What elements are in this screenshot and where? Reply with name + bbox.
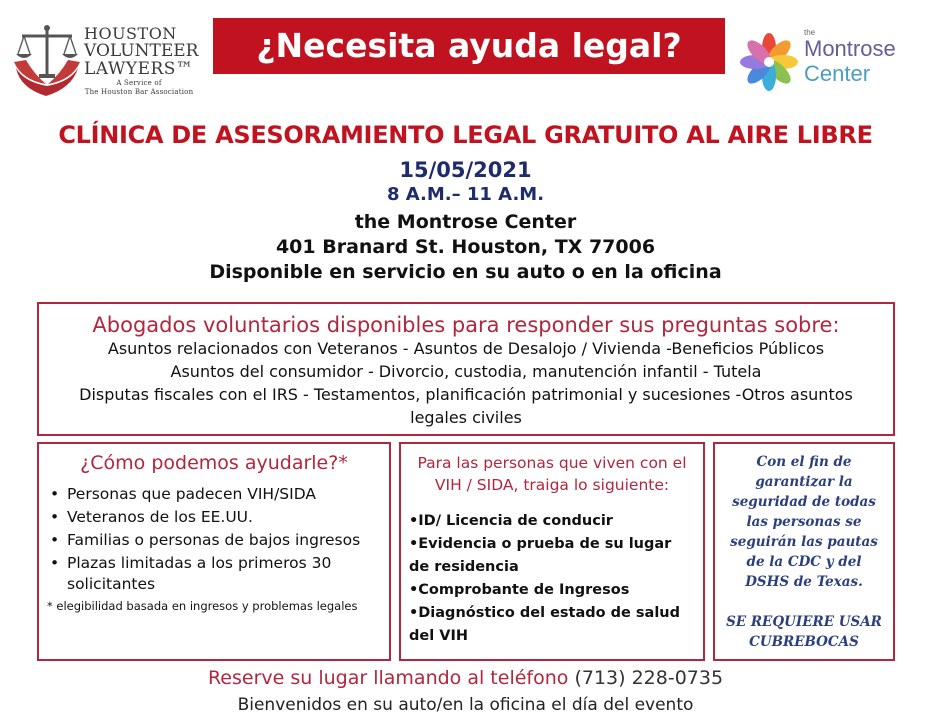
- topics-line: Asuntos del consumidor - Divorcio, custodia, manutención infantil - Tutela: [170, 362, 762, 381]
- venue-availability: Disponible en servicio en su auto o en la oficina: [209, 261, 722, 283]
- topics-heading: Abogados voluntarios disponibles para responder sus preguntas sobre:: [92, 313, 840, 337]
- headline-banner: [213, 18, 725, 74]
- flower-logo-icon: [738, 28, 800, 96]
- reserve-line: [0, 667, 931, 689]
- safety-box: [713, 442, 895, 661]
- montrose-center-logo: [738, 28, 918, 96]
- hvl-logo-sub1: A Service of: [116, 79, 162, 87]
- help-box: [37, 442, 391, 661]
- houston-volunteer-lawyers-logo: [12, 22, 204, 104]
- phone-number: (713) 228-0735: [574, 667, 724, 689]
- hvl-logo-sub2: The Houston Bar Association: [84, 88, 194, 96]
- reserve-text: Reserve su lugar llamando al teléfono: [207, 667, 569, 689]
- list-item: •Diagnóstico del estado de salud del VIH: [409, 605, 681, 644]
- welcome-line: Bienvenidos en su auto/en la oficina el día del evento: [237, 695, 694, 715]
- topics-line: Asuntos relacionados con Veteranos - Asuntos de Desalojo / Vivienda -Beneficios Públicos: [107, 339, 825, 358]
- mask-required-notice: SE REQUIERE USAR CUBREBOCAS: [726, 614, 882, 650]
- event-date: 15/05/2021: [399, 158, 532, 182]
- hiv-requirements-box: [399, 442, 705, 661]
- list-item: •Comprobante de Ingresos: [409, 582, 630, 598]
- hvl-logo-line3: LAWYERS™: [84, 59, 194, 79]
- clinic-title: CLÍNICA DE ASESORAMIENTO LEGAL GRATUITO AL AIRE LIBRE: [58, 121, 873, 149]
- venue-name: the Montrose Center: [354, 211, 577, 233]
- headline-text: ¿Necesita ayuda legal?: [256, 26, 682, 65]
- topics-line: legales civiles: [410, 408, 522, 427]
- list-item: • Familias o personas de bajos ingresos: [47, 530, 381, 551]
- eligibility-note: * elegibilidad basada en ingresos y problemas legales: [47, 599, 358, 613]
- help-heading: ¿Cómo podemos ayudarle?*: [80, 452, 348, 474]
- montrose-logo-name: Montrose: [804, 36, 896, 61]
- montrose-logo-the: the: [804, 28, 816, 37]
- list-item: • Personas que padecen VIH/SIDA: [47, 484, 381, 505]
- hiv-heading: Para las personas que viven con el VIH / SIDA, traiga lo siguiente:: [417, 454, 687, 494]
- topics-line: Disputas fiscales con el IRS - Testamentos, planificación patrimonial y sucesiones -Otros asuntos: [79, 385, 853, 404]
- help-list: [47, 484, 381, 595]
- venue-address: 401 Branard St. Houston, TX 77006: [275, 236, 656, 258]
- hvl-logo-line2: VOLUNTEER: [84, 41, 199, 61]
- cdc-guidelines-notice: Con el fin de garantizar la seguridad de todas las personas se seguirán las pautas de la CDC y del DSHS de Texas.: [730, 454, 878, 590]
- hiv-list: [409, 510, 695, 648]
- event-time: 8 A.M.– 11 A.M.: [386, 184, 545, 205]
- hvl-logo-line1: HOUSTON: [84, 24, 177, 43]
- list-item: • Plazas limitadas a los primeros 30 solicitantes: [47, 553, 381, 595]
- list-item: •Evidencia o prueba de su lugar de residencia: [409, 536, 672, 575]
- scales-of-justice-icon: [12, 22, 82, 102]
- topics-box: [37, 302, 895, 436]
- montrose-logo-center: Center: [804, 61, 871, 86]
- list-item: • Veteranos de los EE.UU.: [47, 507, 381, 528]
- list-item: •ID/ Licencia de conducir: [409, 513, 613, 529]
